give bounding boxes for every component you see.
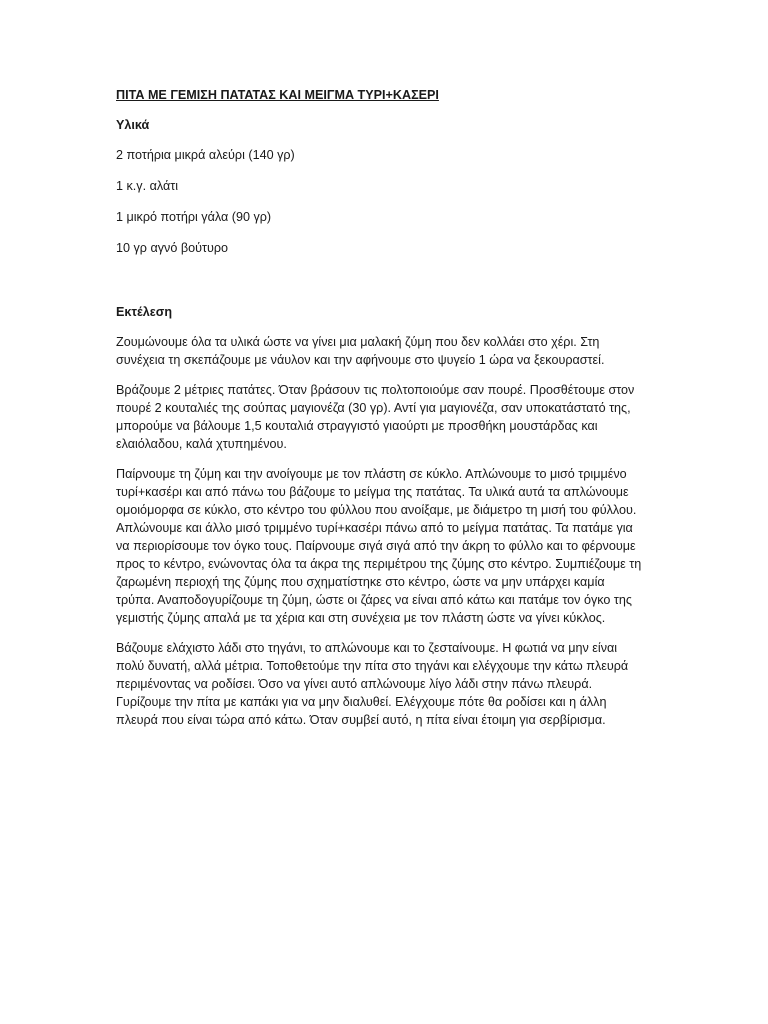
- ingredient-item: 1 μικρό ποτήρι γάλα (90 γρ): [116, 210, 272, 224]
- section-spacer: [116, 270, 644, 303]
- ingredient-item: 1 κ.γ. αλάτι: [116, 179, 179, 193]
- method-heading: Εκτέλεση: [116, 305, 173, 319]
- ingredient-item: 10 γρ αγνό βούτυρο: [116, 241, 229, 255]
- ingredient-item: 2 ποτήρια μικρά αλεύρι (140 γρ): [116, 148, 295, 162]
- recipe-document: [116, 86, 644, 741]
- method-paragraph: Βάζουμε ελάχιστο λάδι στο τηγάνι, το απλώνουμε και το ζεσταίνουμε. Η φωτιά να μην είναι πολύ δυνατή, αλλά μέτρια. Τοποθετούμε την πίτα στο τηγάνι και ελέγχουμε την κάτω πλευρά περιμένοντας να ροδίσει. Όσο να γίνει αυτό απλώνουμε λίγο λάδι στην πάνω πλευρά. Γυρίζουμε την πίτα με καπάκι για να μην διαλυθεί. Ελέγχουμε πότε θα ροδίσει και η άλλη πλευρά που είναι τώρα από κάτω. Όταν συμβεί αυτό, η πίτα είναι έτοιμη για σερβίρισμα.: [116, 641, 629, 727]
- method-paragraph: Παίρνουμε τη ζύμη και την ανοίγουμε με τον πλάστη σε κύκλο. Απλώνουμε το μισό τριμμένο τυρί+κασέρι και από πάνω του βάζουμε το μείγμα της πατάτας. Τα υλικά αυτά τα απλώνουμε ομοιόμορφα σε κύκλο, στο κέντρο του φύλλου που ανοίξαμε, με διάμετρο τη μισή του φύλλου. Απλώνουμε και άλλο μισό τριμμένο τυρί+κασέρι πάνω από το μείγμα πατάτας. Τα πατάμε για να περιορίσουμε τον όγκο τους. Παίρνουμε σιγά σιγά από την άκρη το φύλλο και το φέρνουμε προς το κέντρο, ενώνοντας όλα τα άκρα της περιμέτρου της ζύμης στο κέντρο. Συμπιέζουμε τη ζαρωμένη περιοχή της ζύμης που σχηματίστηκε στο κέντρο, ώστε να μην υπάρχει καμία τρύπα. Αναποδογυρίζουμε τη ζύμη, ώστε οι ζάρες να είναι από κάτω και πατάμε τον όγκο της γεμιστής ζύμης απαλά με τα χέρια και στη συνέχεια με τον πλάστη ώστε να γίνει κύκλος.: [116, 467, 642, 625]
- ingredients-list: [116, 146, 644, 257]
- ingredients-heading: Υλικά: [116, 118, 150, 132]
- method-paragraph: Βράζουμε 2 μέτριες πατάτες. Όταν βράσουν τις πολτοποιούμε σαν πουρέ. Προσθέτουμε στον πουρέ 2 κουταλιές της σούπας μαγιονέζα (30 γρ). Αντί για μαγιονέζα, σαν υποκατάστατό της, μπορούμε να βάλουμε 1,5 κουταλιά στραγγιστό γιαούρτι με προσθήκη μουστάρδας και ελαιόλαδου, καλά χτυπημένου.: [116, 383, 635, 451]
- recipe-title: ΠΙΤΑ ΜΕ ΓΕΜΙΣΗ ΠΑΤΑΤΑΣ ΚΑΙ ΜΕΙΓΜΑ ΤΥΡΙ+ΚΑΣΕΡΙ: [116, 88, 439, 102]
- method-paragraph: Ζουμώνουμε όλα τα υλικά ώστε να γίνει μια μαλακή ζύμη που δεν κολλάει στο χέρι. Στη συνέχεια τη σκεπάζουμε με νάυλον και την αφήνουμε στο ψυγείο 1 ώρα να ξεκουραστεί.: [116, 335, 605, 367]
